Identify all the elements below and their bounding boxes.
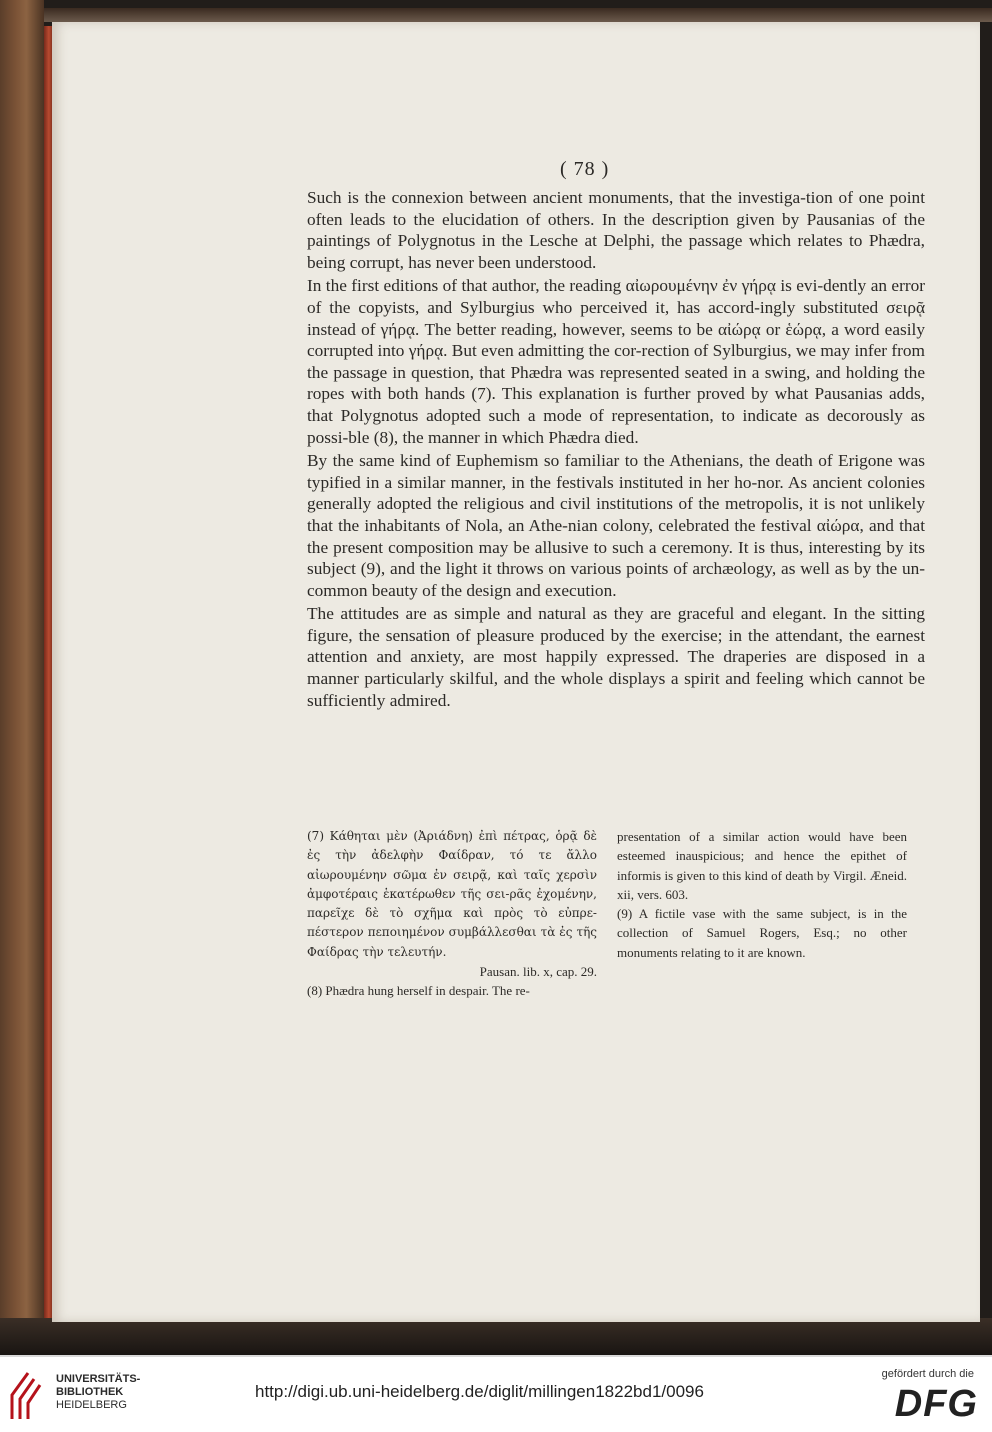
body-text	[307, 187, 925, 713]
page-number: ( 78 )	[560, 158, 610, 180]
footnote-8: (8) Phædra hung herself in despair. The re-	[307, 983, 530, 999]
footnotes-left-column	[307, 827, 597, 1001]
footnote-7-citation: Pausan. lib. x, cap. 29.	[479, 964, 597, 980]
permalink-url[interactable]: http://digi.ub.uni-heidelberg.de/diglit/millingen1822bd1/0096	[255, 1382, 704, 1401]
footnote-9: (9) A fictile vase with the same subject, is in the collection of Samuel Rogers, Esq.; no other monuments relating to it are known.	[617, 906, 907, 960]
paragraph-2: In the first editions of that author, the reading αἰωρουμένην ἐν γήρᾳ is evi-dently an error of the copyists, and Sylburgius who perceived it, has accord-ingly substituted σειρᾷ instead of γήρᾳ. The better reading, however, seems to be αἰώρᾳ or ἑώρᾳ, a word easily corrupted into γήρᾳ. But even admitting the cor-rection of Sylburgius, we may infer from the passage in question, that Phædra was represented seated in a swing, and holding the ropes with both hands (7). This explanation is further proved by what Pausanias adds, that Polygnotus adopted such a mode of representation, to indicate as decorously as possi-ble (8), the manner in which Phædra died.	[307, 276, 925, 447]
sponsor-caption: gefördert durch die	[881, 1368, 974, 1380]
footnotes-right-column	[617, 827, 907, 962]
footnote-8-continued: presentation of a similar action would have been esteemed inauspicious; and hence the epithet of informis is given to this kind of death by Virgil. Æneid. xii, vers. 603.	[617, 829, 907, 902]
paragraph-4: The attitudes are as simple and natural as they are graceful and elegant. In the sitting figure, the sensation of pleasure produced by the exercise; in the attendant, the earnest attention and anxiety, are most happily expressed. The draperies are disposed in a manner particularly skilful, and the whole displays a spirit and feeling which cannot be sufficiently admired.	[307, 604, 925, 710]
book-binding	[0, 0, 44, 1355]
paragraph-3: By the same kind of Euphemism so familiar to the Athenians, the death of Erigone was typified in a similar manner, in the festivals instituted in her ho-nor. As ancient colonies generally adopted the religious and civil institutions of the metropolis, it is not unlikely that the inhabitants of Nola, an Athe-nian colony, celebrated the festival αἰώρα, and that the present composition may be allusive to such a ceremony. It is thus, interesting by its subject (9), and the light it throws on various points of archæology, as well as by the un-common beauty of the design and execution.	[307, 451, 925, 600]
red-page-edge	[44, 26, 52, 1318]
institution-name: UNIVERSITÄTS- BIBLIOTHEK HEIDELBERG	[56, 1373, 141, 1411]
paragraph-1: Such is the connexion between ancient monuments, that the investiga-tion of one point often leads to the elucidation of others. In the description given by Pausanias of the paintings of Polygnotus in the Lesche at Delphi, the passage which relates to Phædra, being corrupt, has never been understood.	[307, 188, 925, 272]
viewer-footer	[0, 1355, 992, 1432]
footnote-7: (7) Κάθηται μὲν (Ἀριάδνη) ἐπὶ πέτρας, ὁρᾷ δὲ ἐς τὴν ἀδελφὴν Φαίδραν, τό τε ἄλλο αἰωρουμένην σῶμα ἐν σειρᾷ, καὶ ταῖς χερσὶν ἀμφοτέραις ἑκατέρωθεν τῆς σει-ρᾶς ἐχομένην, παρεῖχε δὲ τὸ σχῆμα καὶ πρὸς τὸ εὐπρε-πέστερον πεποιημένον συμβάλλεσθαι τὰ ἐς τῆς Φαίδρας τὴν τελευτήν.	[307, 829, 597, 959]
university-logo-icon	[8, 1365, 48, 1423]
book-top-edge	[44, 8, 992, 22]
dfg-logo-icon: DFG	[894, 1383, 978, 1425]
book-bottom-edge	[0, 1318, 992, 1355]
